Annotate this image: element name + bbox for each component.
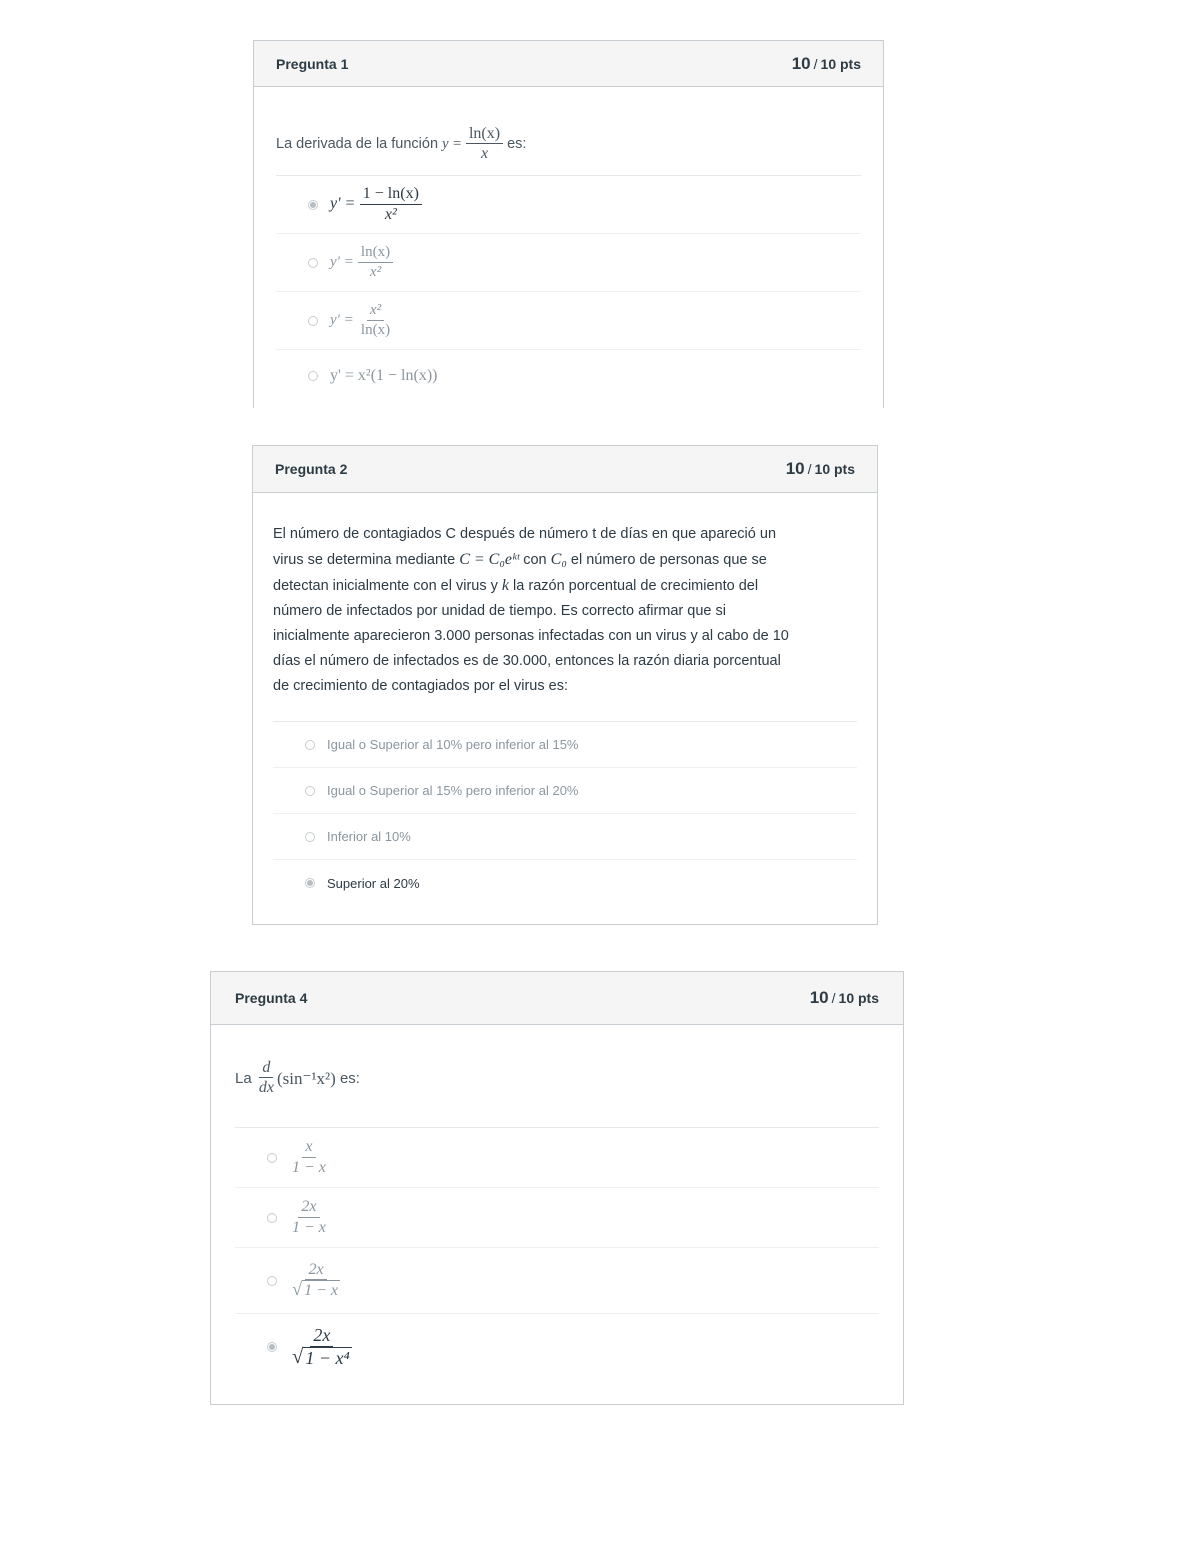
prompt-fraction bbox=[466, 125, 503, 164]
answer-label bbox=[330, 244, 393, 280]
answer-list bbox=[235, 1127, 879, 1380]
question-header bbox=[254, 41, 883, 87]
variable-c0: C₀ bbox=[550, 551, 567, 568]
derivative-operator bbox=[256, 1059, 277, 1098]
fraction-numerator: 2x bbox=[310, 1325, 333, 1347]
answer-label: Igual o Superior al 15% pero inferior al 20% bbox=[327, 783, 579, 798]
answer-lhs: y' = bbox=[330, 312, 354, 328]
answer-label: y' = x²(1 − ln(x)) bbox=[330, 367, 438, 384]
question-points bbox=[786, 459, 855, 479]
prompt-text: virus se determina mediante bbox=[273, 552, 456, 568]
answer-option[interactable] bbox=[273, 814, 857, 860]
fraction-numerator: ln(x) bbox=[466, 125, 503, 144]
answer-label bbox=[289, 1325, 355, 1369]
radio-button[interactable] bbox=[305, 786, 315, 796]
prompt-text-end: es: bbox=[507, 135, 527, 152]
radio-button[interactable] bbox=[305, 740, 315, 750]
answer-option[interactable] bbox=[235, 1128, 879, 1188]
prompt-line: inicialmente aparecieron 3.000 personas infectadas con un virus y al cabo de 10 bbox=[273, 628, 789, 644]
answer-lhs: y' = bbox=[330, 195, 356, 213]
question-points bbox=[792, 54, 861, 74]
points-slash: / bbox=[807, 461, 812, 477]
answer-option[interactable] bbox=[235, 1248, 879, 1314]
variable-k: k bbox=[501, 577, 510, 594]
prompt-text: detectan inicialmente con el virus y bbox=[273, 578, 498, 594]
sqrt-radicand: 1 − x bbox=[304, 1282, 338, 1300]
radio-button[interactable] bbox=[308, 371, 318, 381]
question-prompt bbox=[276, 113, 861, 175]
fraction-denominator: x² bbox=[384, 205, 397, 223]
prompt-line: El número de contagiados C después de número t de días en que apareció un bbox=[273, 526, 777, 542]
question-prompt bbox=[273, 522, 857, 699]
answer-fraction bbox=[358, 244, 393, 280]
fraction-numerator: 1 − ln(x) bbox=[360, 185, 422, 204]
answer-label bbox=[289, 1198, 329, 1237]
fraction-denominator bbox=[289, 1347, 355, 1370]
fraction-numerator: x² bbox=[367, 302, 384, 320]
answer-fraction bbox=[289, 1138, 329, 1177]
answer-label: Igual o Superior al 10% pero inferior al 15% bbox=[327, 737, 579, 752]
question-card-2 bbox=[252, 445, 878, 925]
answer-fraction bbox=[289, 1325, 355, 1369]
answer-label bbox=[330, 302, 393, 338]
answer-option[interactable] bbox=[276, 350, 861, 402]
answer-option[interactable] bbox=[235, 1314, 879, 1380]
fraction-numerator: 2x bbox=[298, 1198, 319, 1217]
fraction-numerator: ln(x) bbox=[358, 244, 393, 262]
points-score: 10 bbox=[809, 988, 829, 1007]
radio-button[interactable] bbox=[267, 1342, 277, 1352]
sqrt-symbol: √ 1 − x bbox=[292, 1279, 338, 1300]
prompt-line bbox=[273, 547, 857, 573]
fraction-numerator: d bbox=[259, 1059, 273, 1078]
question-points bbox=[810, 988, 879, 1008]
prompt-text: el número de personas que se bbox=[570, 552, 767, 568]
answer-fraction bbox=[360, 185, 422, 224]
answer-label bbox=[289, 1261, 343, 1301]
answer-fraction bbox=[289, 1198, 329, 1237]
answer-label: Inferior al 10% bbox=[327, 829, 411, 844]
question-card-1 bbox=[253, 40, 884, 408]
question-header bbox=[211, 972, 903, 1025]
radio-button[interactable] bbox=[305, 878, 315, 888]
answer-label: Superior al 20% bbox=[327, 875, 420, 891]
fraction-denominator: 1 − x bbox=[292, 1218, 326, 1236]
points-score: 10 bbox=[791, 53, 811, 73]
fraction-numerator: 2x bbox=[305, 1261, 326, 1280]
prompt-line: de crecimiento de contagiados por el virus es: bbox=[273, 678, 568, 694]
fraction-denominator bbox=[289, 1280, 343, 1300]
radio-button[interactable] bbox=[305, 832, 315, 842]
answer-option[interactable] bbox=[276, 176, 861, 234]
prompt-line bbox=[273, 573, 857, 599]
prompt-line: número de infectados por unidad de tiempo. Es correcto afirmar que si bbox=[273, 603, 726, 619]
answer-option[interactable] bbox=[276, 234, 861, 292]
points-slash: / bbox=[831, 990, 836, 1006]
points-total: 10 pts bbox=[820, 55, 861, 72]
sqrt-symbol: √ 1 − x⁴ bbox=[292, 1345, 350, 1368]
answer-option[interactable] bbox=[235, 1188, 879, 1248]
answer-label bbox=[330, 185, 422, 224]
prompt-text: La bbox=[235, 1069, 252, 1087]
prompt-line: días el número de infectados es de 30.000, entonces la razón diaria porcentual bbox=[273, 653, 781, 669]
fraction-denominator: x² bbox=[369, 263, 382, 280]
answer-fraction bbox=[289, 1261, 343, 1301]
question-header bbox=[253, 446, 877, 493]
points-score: 10 bbox=[785, 459, 805, 478]
prompt-text-end: es: bbox=[339, 1069, 360, 1087]
prompt-text: La derivada de la función bbox=[276, 135, 439, 152]
fraction-denominator: ln(x) bbox=[360, 321, 391, 338]
question-title: Pregunta 4 bbox=[235, 990, 308, 1006]
radio-button[interactable] bbox=[267, 1276, 277, 1286]
prompt-text: la razón porcentual de crecimiento del bbox=[513, 578, 759, 594]
fraction-denominator: dx bbox=[258, 1079, 274, 1097]
answer-option[interactable] bbox=[276, 292, 861, 350]
fraction-denominator: 1 − x bbox=[292, 1158, 326, 1176]
answer-fraction bbox=[358, 302, 393, 338]
fraction-denominator: x bbox=[480, 145, 489, 163]
answer-label bbox=[289, 1138, 329, 1177]
radio-button[interactable] bbox=[308, 258, 318, 268]
sqrt-radicand: 1 − x⁴ bbox=[305, 1347, 350, 1368]
answer-option[interactable] bbox=[273, 768, 857, 814]
question-title: Pregunta 1 bbox=[276, 55, 349, 72]
prompt-text: con bbox=[523, 552, 547, 568]
prompt-y: y = bbox=[442, 135, 462, 152]
answer-option[interactable] bbox=[273, 722, 857, 768]
prompt-expression: (sin⁻¹x²) bbox=[276, 1068, 336, 1088]
points-total: 10 pts bbox=[814, 461, 855, 477]
answer-option[interactable] bbox=[273, 860, 857, 906]
points-total: 10 pts bbox=[838, 990, 879, 1006]
radio-button[interactable] bbox=[308, 200, 318, 210]
radio-button[interactable] bbox=[308, 316, 318, 326]
question-title: Pregunta 2 bbox=[275, 461, 348, 477]
growth-formula: C = C₀eᵏᵗ bbox=[459, 551, 520, 568]
answer-lhs: y' = bbox=[330, 254, 354, 270]
radio-button[interactable] bbox=[267, 1213, 277, 1223]
question-prompt bbox=[235, 1053, 879, 1103]
question-card-4 bbox=[210, 971, 904, 1405]
answer-list bbox=[276, 175, 861, 402]
radio-button[interactable] bbox=[267, 1153, 277, 1163]
points-slash: / bbox=[813, 55, 818, 72]
answer-list bbox=[273, 721, 857, 906]
fraction-numerator: x bbox=[302, 1138, 315, 1157]
